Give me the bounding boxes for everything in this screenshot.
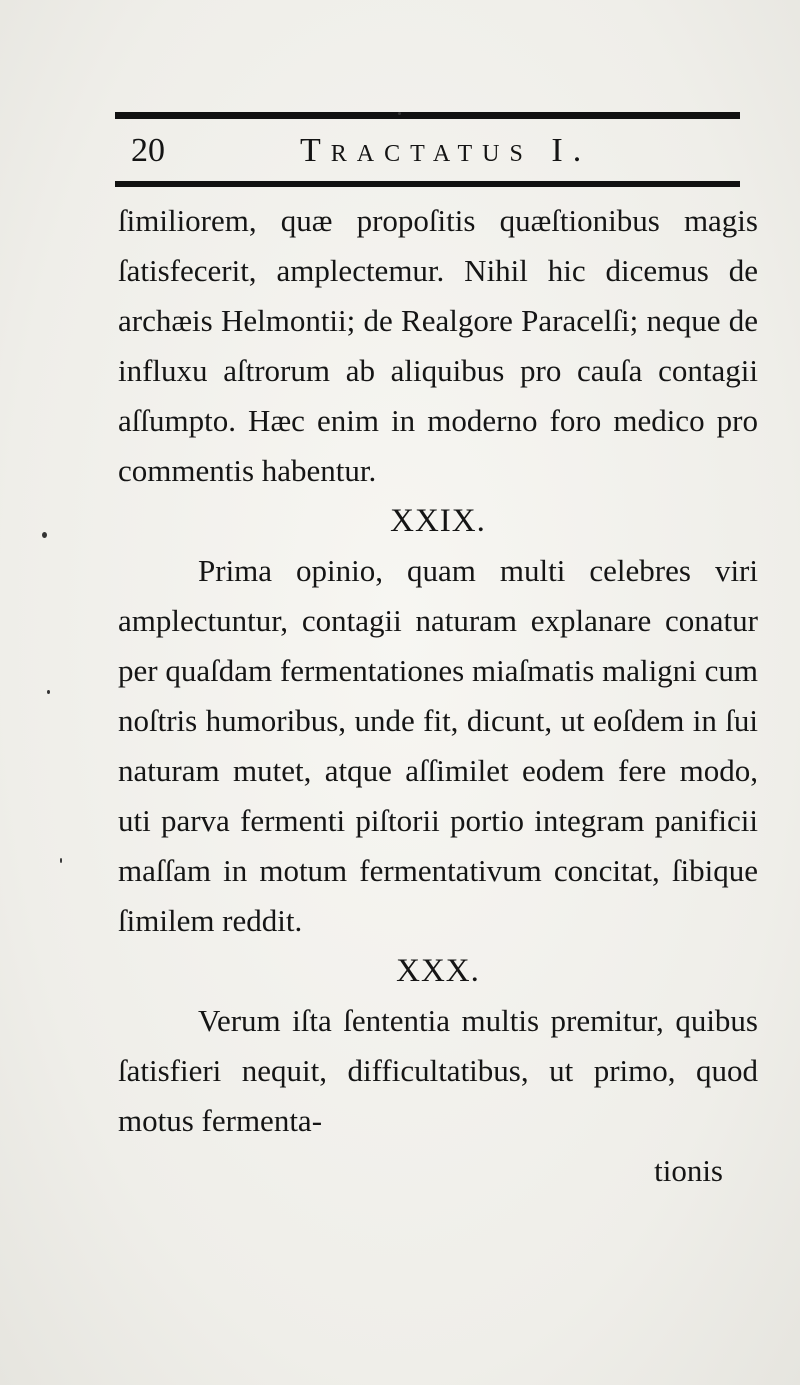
paper-speck — [42, 532, 47, 538]
paragraph-xxix: Prima opinio, quam multi celebres viri amplectuntur, contagii naturam explanare conatur per quaſdam fermentationes miaſmatis maligni cum noſtris humoribus, unde fit, dicunt, ut eoſdem in ſui naturam mutet, atque aſſimilet eodem fere modo, uti parva fermenti piſtorii portio integram panificii maſſam in motum fermentativum concitat, ſibique ſimilem reddit. — [118, 553, 758, 938]
paragraph-xxx: Verum iſta ſententia multis premitur, quibus ſatisfieri nequit, difficultatibus, ut primo, quod motus fermenta- — [118, 1003, 758, 1138]
page-header — [115, 128, 740, 178]
paper-speck — [398, 112, 401, 115]
header-rule-bottom — [115, 181, 740, 187]
paper-speck — [47, 690, 50, 694]
page-number: 20 — [131, 132, 165, 169]
paper-speck — [60, 858, 62, 863]
body-text — [118, 196, 758, 1196]
running-title: Tractatus I. — [300, 132, 592, 169]
catchword: tionis — [654, 1153, 723, 1188]
paragraph-intro: ſimiliorem, quæ propoſitis quæſtionibus magis ſatisfecerit, amplectemur. Nihil hic dicemus de archæis Helmontii; de Realgore Paracelſi; neque de influxu aſtrorum ab aliquibus pro cauſa contagii aſſumpto. Hæc enim in moderno foro medico pro commentis habentur. — [118, 203, 758, 488]
header-rule-top — [115, 112, 740, 119]
section-heading-xxx: XXX. — [396, 953, 480, 989]
section-heading-xxix: XXIX. — [390, 503, 486, 539]
